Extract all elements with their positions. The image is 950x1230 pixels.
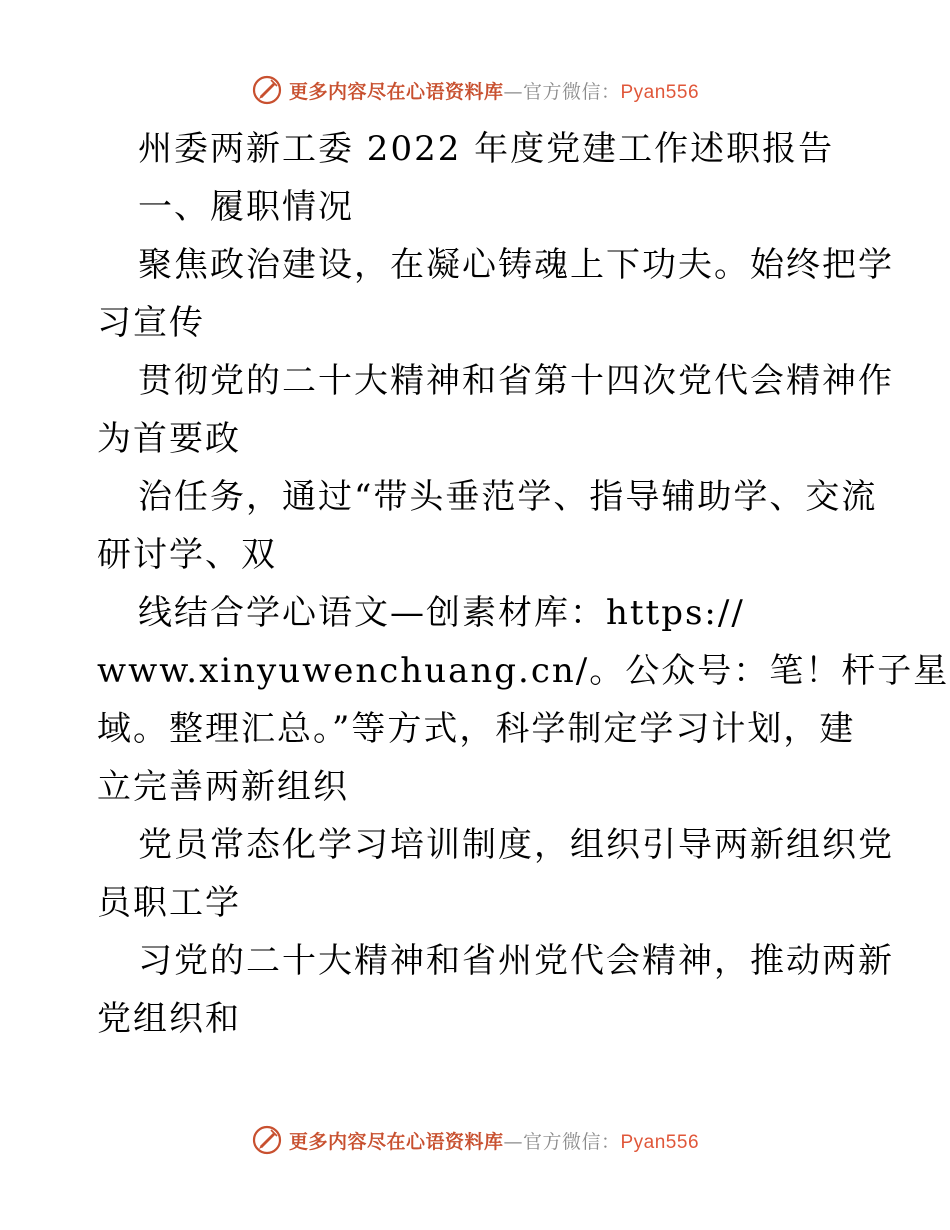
section-heading: 一、履职情况	[138, 187, 354, 227]
watermark-dash: —	[503, 80, 523, 103]
watermark-site-text: 更多内容尽在心语资料库	[288, 80, 504, 103]
paragraph-line: 研讨学、双	[97, 535, 277, 575]
footer-watermark	[0, 1120, 950, 1160]
watermark-dash: —	[503, 1130, 523, 1153]
watermark-wechat-label: 官方微信：	[522, 1130, 621, 1153]
watermark-text	[289, 77, 699, 104]
quill-pen-logo-icon	[251, 1124, 283, 1156]
watermark-text	[289, 1127, 699, 1154]
watermark-site-text: 更多内容尽在心语资料库	[288, 1130, 504, 1153]
paragraph-line: 聚焦政治建设，在凝心铸魂上下功夫。始终把学	[138, 245, 894, 285]
watermark-wechat-id: Pyan556	[620, 1131, 700, 1153]
document-title: 州委两新工委 2022 年度党建工作述职报告	[138, 129, 835, 169]
watermark-wechat-label: 官方微信：	[522, 80, 621, 103]
paragraph-line: 习党的二十大精神和省州党代会精神，推动两新	[138, 941, 894, 981]
paragraph-line: 党组织和	[97, 999, 241, 1039]
paragraph-line: 党员常态化学习培训制度，组织引导两新组织党	[138, 825, 894, 865]
paragraph-line: 贯彻党的二十大精神和省第十四次党代会精神作	[138, 361, 894, 401]
paragraph-line: www.xinyuwenchuang.cn/。公众号：笔！杆子星	[97, 651, 950, 691]
paragraph-line: 立完善两新组织	[97, 767, 349, 807]
document-body	[97, 120, 950, 1048]
watermark-wechat-id: Pyan556	[620, 81, 700, 103]
header-watermark	[0, 70, 950, 110]
paragraph-line: 员职工学	[97, 883, 241, 923]
paragraph-line: 习宣传	[97, 303, 205, 343]
paragraph-line: 线结合学心语文—创素材库：https://	[138, 593, 745, 633]
paragraph-line: 为首要政	[97, 419, 241, 459]
paragraph-line: 域。整理汇总。”等方式，科学制定学习计划，建	[97, 709, 856, 749]
paragraph-line: 治任务，通过“带头垂范学、指导辅助学、交流	[138, 477, 878, 517]
quill-pen-logo-icon	[251, 74, 283, 106]
